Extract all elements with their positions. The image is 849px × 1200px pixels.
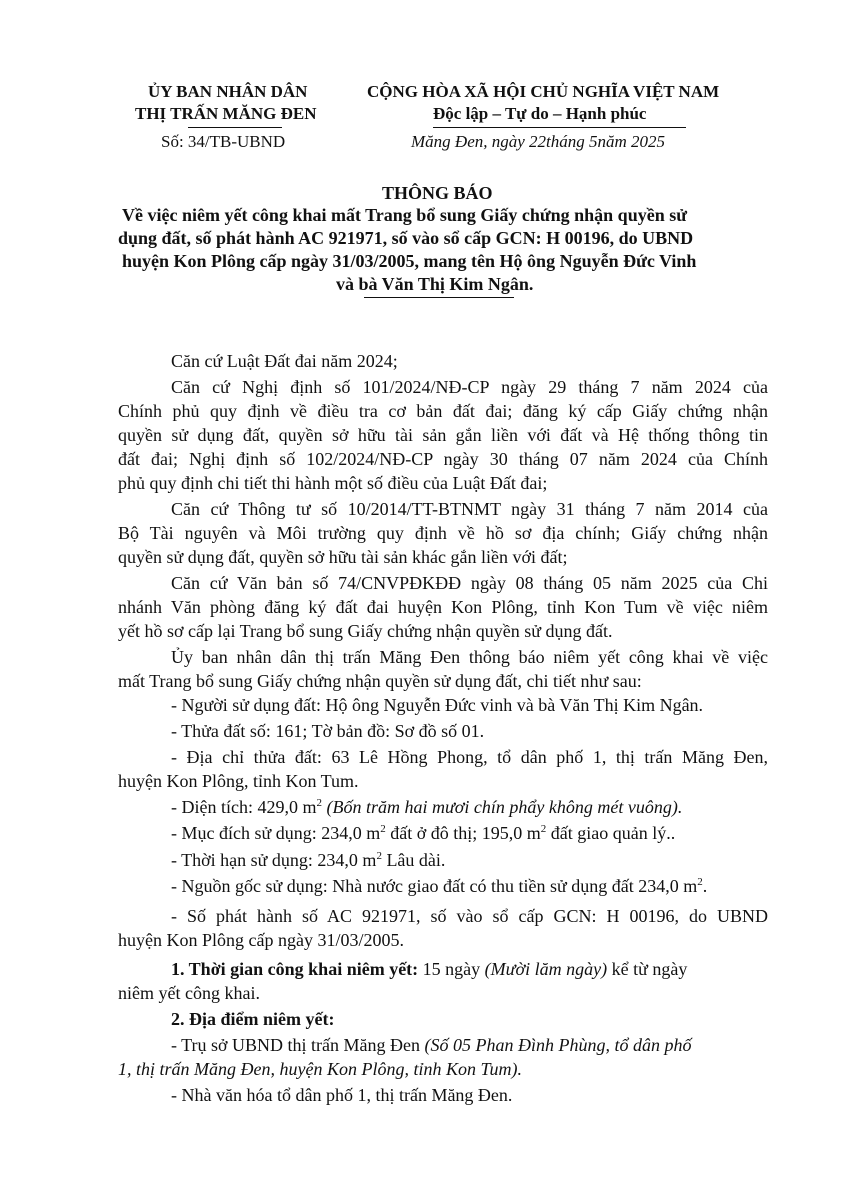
usage-purpose-item: - Mục đích sử dụng: 234,0 $m^2$ đất ở đô thị; 195,0 $m^2$ đất giao quản lý.. — [171, 823, 676, 843]
legal-basis-line: Căn cứ Thông tư số 10/2014/TT-BTNMT ngày 31 tháng 7 năm 2014 của — [171, 499, 768, 519]
posting-location-item: 1, thị trấn Măng Đen, huyện Kon Plông, tỉnh Kon Tum). — [118, 1059, 522, 1079]
notice-heading: THÔNG BÁO — [382, 183, 493, 203]
legal-basis-line: yết hồ sơ cấp lại Trang bổ sung Giấy chứng nhận quyền sử dụng đất. — [118, 621, 613, 641]
title-underline — [364, 297, 514, 298]
usage-term-item: - Thời hạn sử dụng: 234,0 $m^2$ Lâu dài. — [171, 850, 446, 870]
legal-basis-line: Căn cứ Văn bản số 74/CNVPĐKĐĐ ngày 08 tháng 05 năm 2025 của Chi — [171, 573, 768, 593]
issuance-item: - Số phát hành số AC 921971, số vào sổ cấp GCN: H 00196, do UBND — [171, 906, 768, 926]
notice-subject-line: và bà Văn Thị Kim Ngân. — [336, 274, 534, 294]
address-item: - Địa chỉ thửa đất: 63 Lê Hồng Phong, tổ dân phố 1, thị trấn Măng Đen, — [171, 747, 768, 767]
legal-basis-line: nhánh Văn phòng đăng ký đất đai huyện Kon Plông, tỉnh Kon Tum về việc niêm — [118, 597, 768, 617]
posting-location-heading: 2. Địa điểm niêm yết: — [171, 1009, 335, 1029]
legal-basis-line: Căn cứ Nghị định số 101/2024/NĐ-CP ngày 29 tháng 7 năm 2024 của — [171, 377, 768, 397]
legal-basis-line: quyền sử dụng đất, quyền sở hữu tài sản gắn liền với đất và Hệ thống thông tin — [118, 425, 768, 445]
legal-basis-line: phủ quy định chi tiết thi hành một số điều của Luật Đất đai; — [118, 473, 548, 493]
agency-underline — [188, 127, 282, 128]
legal-basis-line: quyền sử dụng đất, quyền sở hữu tài sản khác gắn liền với đất; — [118, 547, 568, 567]
area-item: - Diện tích: 429,0 $m^2$ (Bốn trăm hai mươi chín phẩy không mét vuông). — [171, 797, 683, 817]
notice-subject-line: huyện Kon Plông cấp ngày 31/03/2005, mang tên Hộ ông Nguyễn Đức Vinh — [122, 251, 697, 271]
notice-subject-line: dụng đất, số phát hành AC 921971, số vào sổ cấp GCN: H 00196, do UBND — [118, 228, 694, 248]
parcel-item: - Thửa đất số: 161; Tờ bản đồ: Sơ đồ số 01. — [171, 721, 485, 741]
legal-basis-line: Chính phủ quy định về điều tra cơ bản đất đai; đăng ký cấp Giấy chứng nhận — [118, 401, 768, 421]
issuance-item: huyện Kon Plông cấp ngày 31/03/2005. — [118, 930, 404, 950]
posting-location-item: - Trụ sở UBND thị trấn Măng Đen (Số 05 Phan Đình Phùng, tổ dân phố — [171, 1035, 692, 1055]
announcement-line: mất Trang bổ sung Giấy chứng nhận quyền sử dụng đất, chi tiết như sau: — [118, 671, 642, 691]
national-title: CỘNG HÒA XÃ HỘI CHỦ NGHĨA VIỆT NAM — [367, 82, 720, 101]
land-user-item: - Người sử dụng đất: Hộ ông Nguyễn Đức vinh và bà Văn Thị Kim Ngân. — [171, 695, 704, 715]
national-motto: Độc lập – Tự do – Hạnh phúc — [433, 104, 647, 123]
legal-basis-law: Căn cứ Luật Đất đai năm 2024; — [171, 351, 398, 371]
legal-basis-line: đất đai; Nghị định số 102/2024/NĐ-CP ngày 30 tháng 07 năm 2024 của Chính — [118, 449, 768, 469]
place-date: Măng Đen, ngày 22tháng 5năm 2025 — [411, 132, 666, 151]
announcement-line: Ủy ban nhân dân thị trấn Măng Đen thông báo niêm yết công khai về việc — [171, 647, 768, 667]
motto-underline — [433, 127, 686, 128]
usage-origin-item: - Nguồn gốc sử dụng: Nhà nước giao đất có thu tiền sử dụng đất 234,0 $m^2$. — [171, 876, 708, 896]
agency-subname: THỊ TRẤN MĂNG ĐEN — [135, 104, 317, 123]
address-item: huyện Kon Plông, tỉnh Kon Tum. — [118, 771, 359, 791]
posting-period: 1. Thời gian công khai niêm yết: 15 ngày (Mười lăm ngày) kể từ ngày — [171, 959, 688, 979]
posting-period: niêm yết công khai. — [118, 983, 260, 1003]
legal-basis-line: Bộ Tài nguyên và Môi trường quy định về hồ sơ địa chính; Giấy chứng nhận — [118, 523, 768, 543]
document-number: Số: 34/TB-UBND — [161, 132, 286, 151]
posting-location-item: - Nhà văn hóa tổ dân phố 1, thị trấn Măng Đen. — [171, 1085, 513, 1105]
agency-name: ỦY BAN NHÂN DÂN — [148, 82, 308, 101]
notice-subject-line: Về việc niêm yết công khai mất Trang bổ sung Giấy chứng nhận quyền sử — [122, 205, 688, 225]
